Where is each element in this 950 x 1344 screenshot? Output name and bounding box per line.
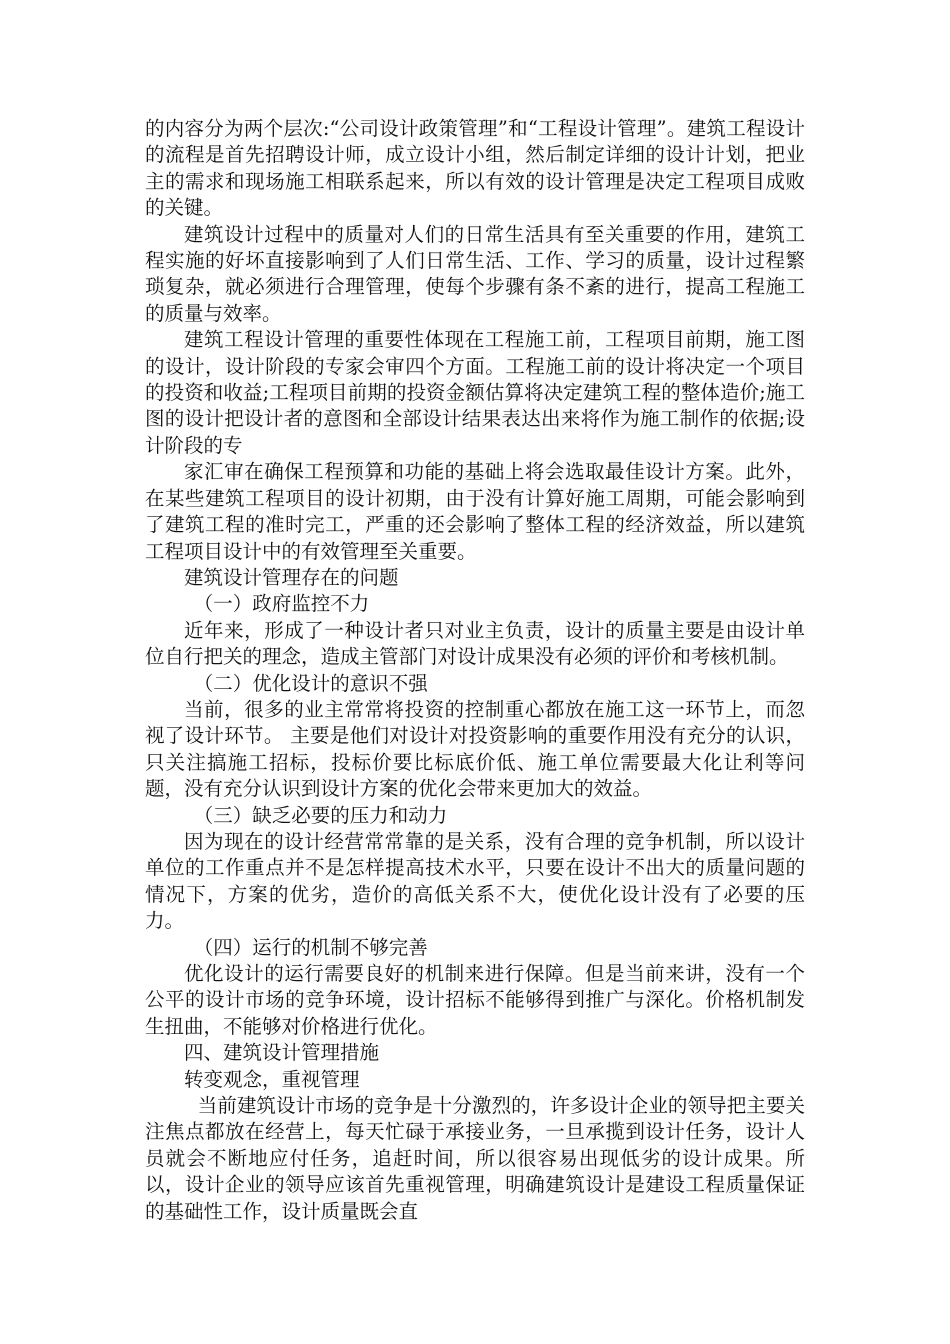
paragraph-2: 建筑设计过程中的质量对人们的日常生活具有至关重要的作用，建筑工程实施的好坏直接影响到了人们日常生活、工作、学习的质量，设计过程繁琐复杂，就必须进行合理管理，使每个步骤有条不紊的进行，提高工程施工的质量与效率。	[145, 222, 805, 325]
section-heading-measures: 四、建筑设计管理措施	[184, 1041, 380, 1065]
paragraph-4: 家汇审在确保工程预算和功能的基础上将会选取最佳设计方案。此外，在某些建筑工程项目的设计初期，由于没有计算好施工周期，可能会影响到了建筑工程的准时完工，严重的还会影响了整体工程的经济效益，所以建筑工程项目设计中的有效管理至关重要。	[145, 460, 805, 563]
paragraph-7: 近年来，形成了一种设计者只对业主负责，设计的质量主要是由设计单位自行把关的理念，造成主管部门对设计成果没有必须的评价和考核机制。	[145, 618, 805, 669]
paragraph-3: 建筑工程设计管理的重要性体现在工程施工前，工程项目前期，施工图的设计，设计阶段的专家会审四个方面。工程施工前的设计将决定一个项目的投资和收益;工程项目前期的投资金额估算将决定建筑工程的整体造价;施工图的设计把设计者的意图和全部设计结果表达出来将作为施工制作的依据;设计阶段的专	[145, 328, 805, 457]
subheading-2: （二）优化设计的意识不强	[193, 671, 428, 695]
section-heading-problems: 建筑设计管理存在的问题	[184, 565, 399, 589]
paragraph-16: 当前建筑设计市场的竞争是十分激烈的，许多设计企业的领导把主要关注焦点都放在经营上，每天忙碌于承接业务，一旦承揽到设计任务，设计人员就会不断地应付任务，追赶时间，所以很容易出现低劣的设计成果。所以，设计企业的领导应该首先重视管理，明确建筑设计是建设工程质量保证的基础性工作，设计质量既会直	[145, 1094, 805, 1223]
paragraph-1: 的内容分为两个层次:“公司设计政策管理”和“工程设计管理”。建筑工程设计的流程是首先招聘设计师，成立设计小组，然后制定详细的设计计划，把业主的需求和现场施工相联系起来，所以有效的设计管理是决定工程项目成败的关键。	[145, 117, 805, 220]
subheading-1: （一）政府监控不力	[193, 592, 370, 616]
subheading-3: （三）缺乏必要的压力和动力	[193, 803, 448, 827]
document-body	[145, 116, 805, 1225]
subheading-measure-1: 转变观念，重视管理	[184, 1067, 360, 1091]
subheading-4: （四）运行的机制不够完善	[193, 935, 428, 959]
paragraph-11: 因为现在的设计经营常常靠的是关系，没有合理的竞争机制，所以设计单位的工作重点并不是怎样提高技术水平，只要在设计不出大的质量问题的情况下，方案的优劣，造价的高低关系不大，使优化设计没有了必要的压力。	[145, 829, 805, 933]
paragraph-9: 当前，很多的业主常常将投资的控制重心都放在施工这一环节上，而忽视了设计环节。 主要是他们对设计对投资影响的重要作用没有充分的认识，只关注搞施工招标，投标价要比标底价低、施工单位需要最大化让利等问题，没有充分认识到设计方案的优化会带来更加大的效益。	[145, 697, 805, 801]
paragraph-13: 优化设计的运行需要良好的机制来进行保障。但是当前来讲，没有一个公平的设计市场的竞争环境，设计招标不能够得到推广与深化。价格机制发生扭曲，不能够对价格进行优化。	[145, 962, 805, 1038]
